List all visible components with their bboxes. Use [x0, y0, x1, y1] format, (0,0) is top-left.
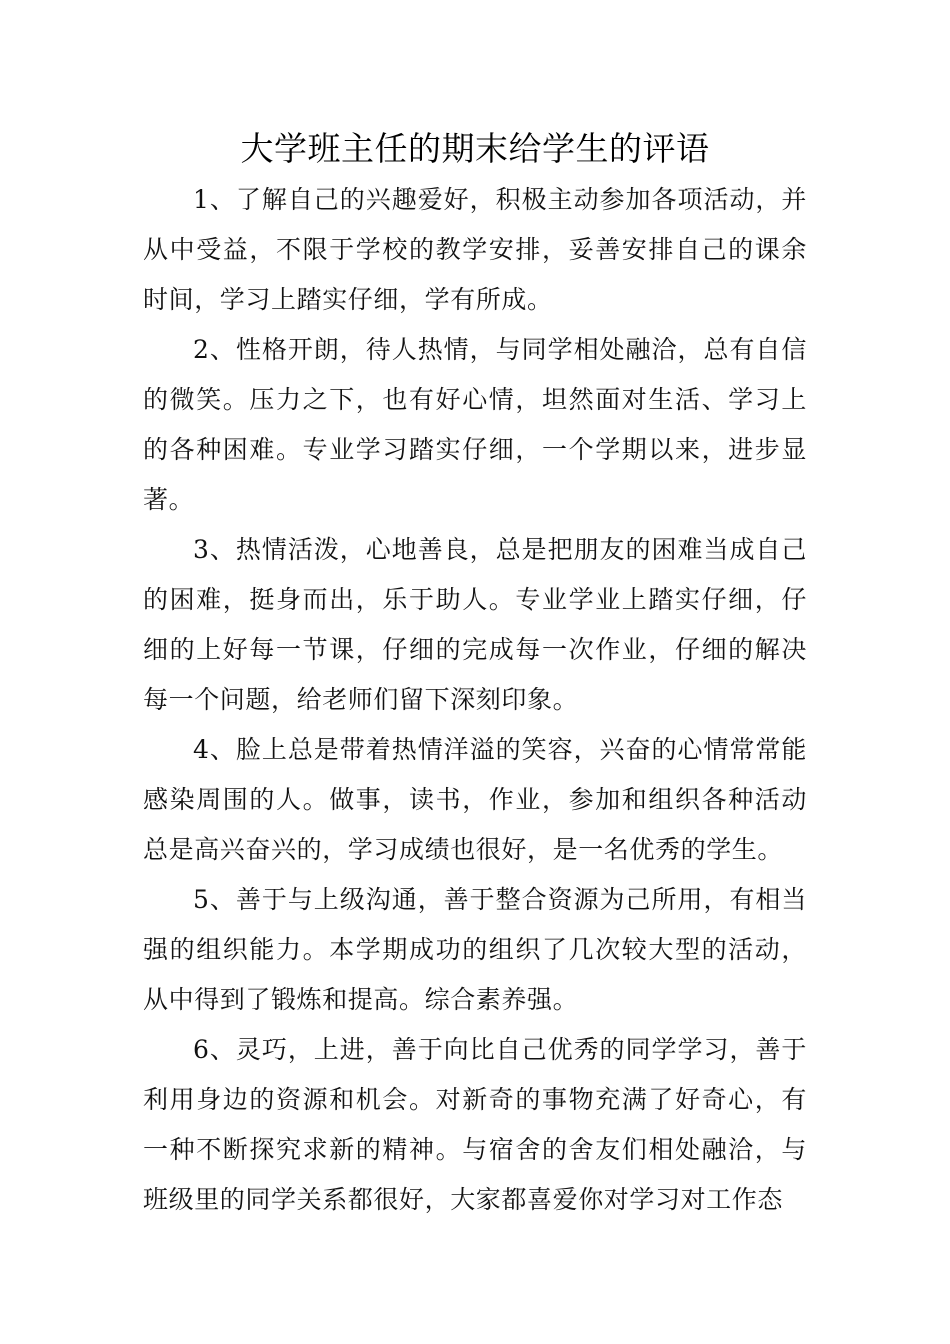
comment-paragraph-1: 1、了解自己的兴趣爱好，积极主动参加各项活动，并从中受益，不限于学校的教学安排，妥善安排自己的课余时间，学习上踏实仔细，学有所成。	[143, 185, 807, 314]
comment-paragraph-5: 5、善于与上级沟通，善于整合资源为己所用，有相当强的组织能力。本学期成功的组织了几次较大型的活动，从中得到了锻炼和提高。综合素养强。	[143, 885, 807, 1014]
comment-paragraph-4: 4、脸上总是带着热情洋溢的笑容，兴奋的心情常常能感染周围的人。做事，读书，作业，参加和组织各种活动总是高兴奋兴的，学习成绩也很好，是一名优秀的学生。	[143, 735, 807, 864]
comment-paragraph-3: 3、热情活泼，心地善良，总是把朋友的困难当成自己的困难，挺身而出，乐于助人。专业学业上踏实仔细，仔细的上好每一节课，仔细的完成每一次作业，仔细的解决每一个问题，给老师们留下深刻印象。	[143, 535, 807, 714]
comment-paragraph-2: 2、性格开朗，待人热情，与同学相处融洽，总有自信的微笑。压力之下，也有好心情，坦然面对生活、学习上的各种困难。专业学习踏实仔细，一个学期以来，进步显著。	[143, 335, 807, 514]
document-title: 大学班主任的期末给学生的评语	[240, 129, 710, 168]
document-body	[143, 175, 807, 1225]
comment-paragraph-6: 6、灵巧，上进，善于向比自己优秀的同学学习，善于利用身边的资源和机会。对新奇的事物充满了好奇心，有一种不断探究求新的精神。与宿舍的舍友们相处融洽，与班级里的同学关系都很好，大家都喜爱你对学习对工作态	[143, 1035, 807, 1214]
